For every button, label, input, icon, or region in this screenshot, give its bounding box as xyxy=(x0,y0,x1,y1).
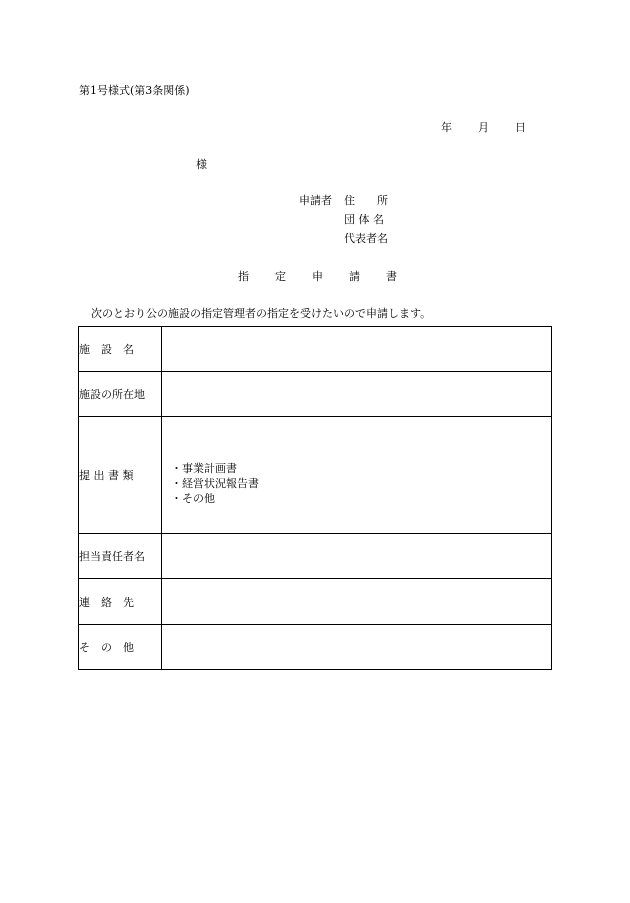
table-row xyxy=(79,579,552,625)
other-field[interactable] xyxy=(162,625,552,670)
date-month-label: 月 xyxy=(478,121,489,134)
title-char: 書 xyxy=(386,270,397,283)
submitted-documents-label: 提 出 書 類 xyxy=(79,417,162,534)
application-form-table xyxy=(78,326,552,670)
address-label: 住 所 xyxy=(344,194,388,207)
facility-name-label: 施 設 名 xyxy=(79,327,162,372)
form-code: 第1号様式(第3条関係) xyxy=(79,84,190,97)
list-item: ・ 事業計画書 xyxy=(171,461,551,476)
contact-label: 連 絡 先 xyxy=(79,579,162,625)
document-title xyxy=(238,268,423,284)
list-item: ・ その他 xyxy=(171,491,551,506)
person-in-charge-label: 担当責任者名 xyxy=(79,534,162,579)
application-statement: 次のとおり公の施設の指定管理者の指定を受けたいので申請します。 xyxy=(91,307,432,320)
contact-field[interactable] xyxy=(162,579,552,625)
addressee-suffix: 様 xyxy=(196,158,207,171)
table-row xyxy=(79,372,552,417)
date-year-label: 年 xyxy=(441,121,452,134)
title-char: 定 xyxy=(275,270,286,283)
table-row xyxy=(79,534,552,579)
facility-location-field[interactable] xyxy=(162,372,552,417)
date-line xyxy=(441,119,526,135)
submitted-documents-field xyxy=(162,417,552,534)
representative-name-label: 代表者名 xyxy=(344,232,388,245)
facility-location-label: 施設の所在地 xyxy=(79,372,162,417)
title-char: 請 xyxy=(349,270,360,283)
table-row xyxy=(79,327,552,372)
title-char: 申 xyxy=(312,270,323,283)
person-in-charge-field[interactable] xyxy=(162,534,552,579)
applicant-prefix: 申請者 xyxy=(299,194,332,207)
facility-name-field[interactable] xyxy=(162,327,552,372)
table-row xyxy=(79,625,552,670)
date-day-label: 日 xyxy=(515,121,526,134)
other-label: そ の 他 xyxy=(79,625,162,670)
list-item: ・ 経営状況報告書 xyxy=(171,476,551,491)
table-row xyxy=(79,417,552,534)
organization-name-label: 団 体 名 xyxy=(344,213,384,226)
submitted-documents-list xyxy=(162,444,551,506)
title-char: 指 xyxy=(238,270,249,283)
